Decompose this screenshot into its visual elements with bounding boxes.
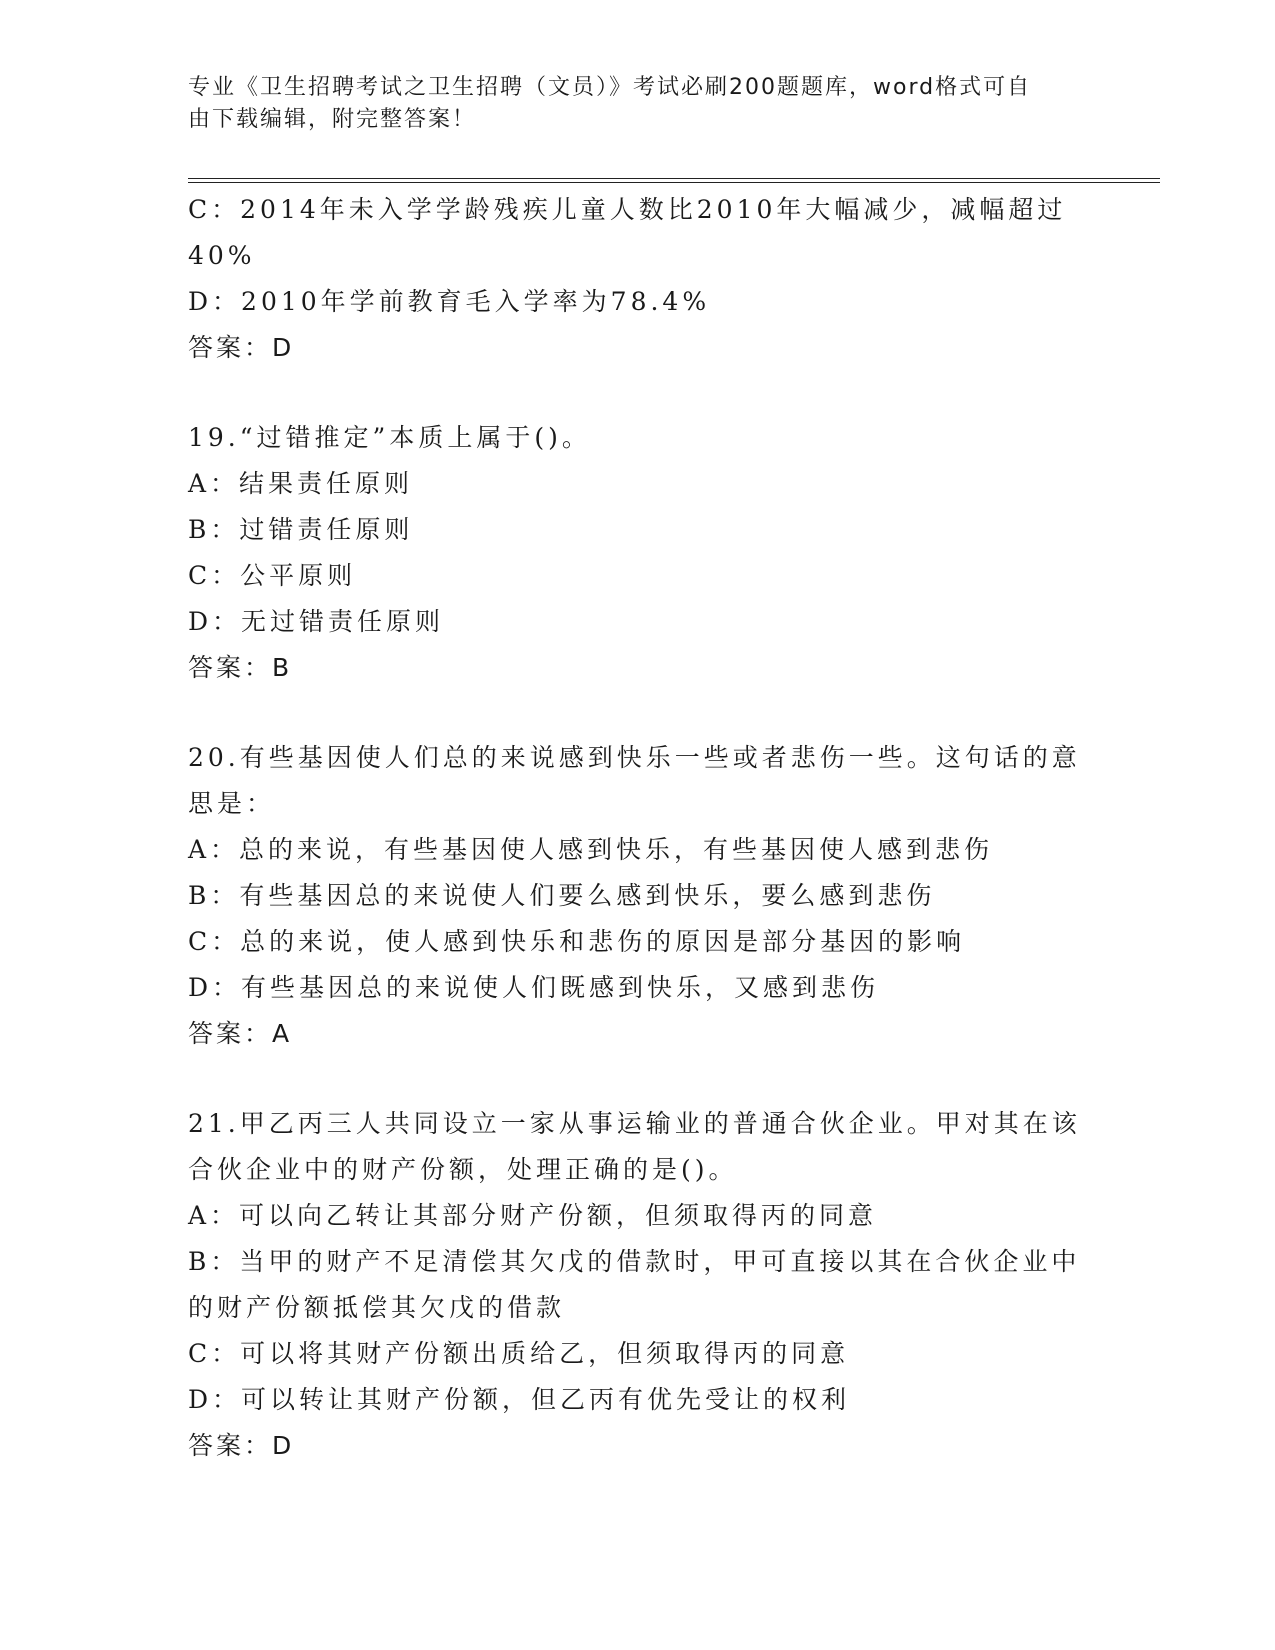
question-20 bbox=[188, 735, 1088, 1057]
option-d: D：2010年学前教育毛入学率为78.4% bbox=[188, 287, 711, 316]
header-divider bbox=[188, 178, 1160, 183]
answer-line: 答案：B bbox=[188, 653, 293, 682]
question-stem: 19.“过错推定”本质上属于()。 bbox=[188, 423, 591, 452]
option-a: A：可以向乙转让其部分财产份额，但须取得丙的同意 bbox=[188, 1201, 878, 1230]
option-b-continuation: 的财产份额抵偿其欠戊的借款 bbox=[188, 1293, 566, 1322]
question-19 bbox=[188, 415, 1088, 691]
document-header bbox=[188, 72, 1068, 136]
question-18-tail bbox=[188, 187, 1088, 371]
question-stem: 21.甲乙丙三人共同设立一家从事运输业的普通合伙企业。甲对其在该 bbox=[188, 1109, 1081, 1138]
option-c-continuation: 40% bbox=[188, 241, 256, 270]
option-c: C：总的来说，使人感到快乐和悲伤的原因是部分基因的影响 bbox=[188, 927, 966, 956]
option-d: D：可以转让其财产份额，但乙丙有优先受让的权利 bbox=[188, 1385, 851, 1414]
option-b: B：有些基因总的来说使人们要么感到快乐，要么感到悲伤 bbox=[188, 881, 936, 910]
option-b: B：过错责任原则 bbox=[188, 515, 414, 544]
question-list bbox=[188, 187, 1088, 1469]
question-stem-continuation: 合伙企业中的财产份额，处理正确的是()。 bbox=[188, 1155, 738, 1184]
option-b: B：当甲的财产不足清偿其欠戊的借款时，甲可直接以其在合伙企业中 bbox=[188, 1247, 1081, 1276]
option-c: C：可以将其财产份额出质给乙，但须取得丙的同意 bbox=[188, 1339, 850, 1368]
option-a: A：结果责任原则 bbox=[188, 469, 414, 498]
option-d: D：无过错责任原则 bbox=[188, 607, 445, 636]
question-21 bbox=[188, 1101, 1088, 1469]
answer-line: 答案：A bbox=[188, 1019, 293, 1048]
option-c: C：2014年未入学学龄残疾儿童人数比2010年大幅减少，减幅超过 bbox=[188, 195, 1067, 224]
answer-line: 答案：D bbox=[188, 1431, 295, 1460]
answer-line: 答案：D bbox=[188, 333, 295, 362]
option-c: C：公平原则 bbox=[188, 561, 357, 590]
option-a: A：总的来说，有些基因使人感到快乐，有些基因使人感到悲伤 bbox=[188, 835, 994, 864]
header-line-1: 专业《卫生招聘考试之卫生招聘（文员）》考试必刷200题题库，word格式可自 bbox=[188, 75, 1032, 100]
question-stem-continuation: 思是： bbox=[188, 789, 276, 818]
header-line-2: 由下载编辑，附完整答案！ bbox=[188, 107, 477, 132]
question-stem: 20.有些基因使人们总的来说感到快乐一些或者悲伤一些。这句话的意 bbox=[188, 743, 1081, 772]
option-d: D：有些基因总的来说使人们既感到快乐，又感到悲伤 bbox=[188, 973, 880, 1002]
